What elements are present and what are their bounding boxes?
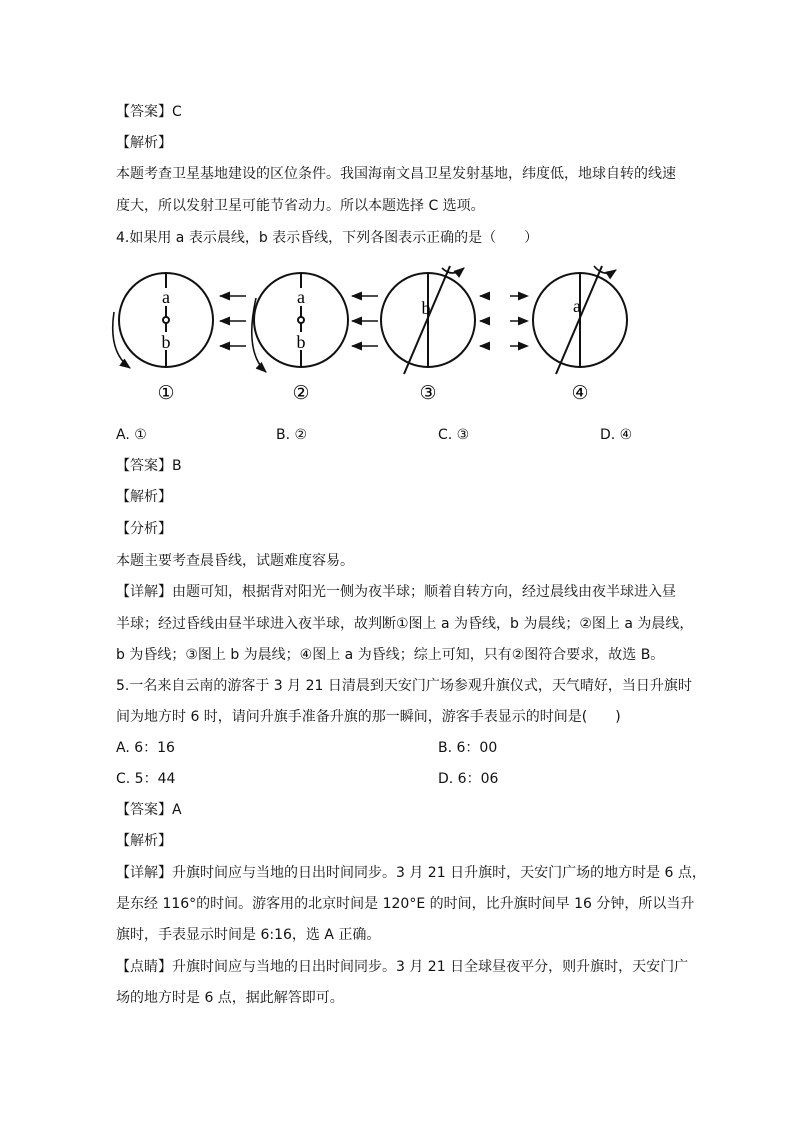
q4-detail-line-3: b 为昏线；③图上 b 为晨线；④图上 a 为昏线；综上可知，只有②图符合要求，故选 B。 [116,647,665,663]
q3-analysis-heading: 【解析】 [116,135,172,151]
q4-option-b[interactable]: B. ② [276,427,308,443]
figure-3 [381,266,475,374]
q3-analysis-line-1: 本题考查卫星基地建设的区位条件。我国海南文昌卫星发射基地，纬度低，地球自转的线速 [116,166,676,182]
fig3-label-b: b [421,298,431,318]
q4-question: 4.如果用 a 表示晨线，b 表示昏线，下列各图表示正确的是（ ） [116,230,539,246]
q4-fenxi-heading: 【分析】 [116,521,172,537]
q5-option-a[interactable]: A. 6：16 [116,740,175,756]
q5-analysis-heading: 【解析】 [116,833,172,849]
q5-detail-line-1: 【详解】升旗时间应与当地的日出时间同步。3 月 21 日升旗时，天安门广场的地方时是 6 点， [116,865,706,881]
q3-analysis-line-2: 度大，所以发射卫星可能节省动力。所以本题选择 C 选项。 [116,198,485,214]
q4-fenxi-text: 本题主要考查晨昏线，试题难度容易。 [116,553,354,569]
q4-detail-line-1: 【详解】由题可知，根据背对阳光一侧为夜半球；顺着自转方向，经过晨线由夜半球进入昼 [116,584,676,600]
fig1-label-b: b [161,332,171,352]
fig2-label-a: a [297,287,305,307]
rotation-arrow-icon [442,268,464,273]
rotation-arrow-icon [113,312,130,368]
rotation-arrow-icon [594,266,616,273]
q5-option-c[interactable]: C. 5：44 [116,771,176,787]
rotation-arrow-icon [252,298,266,372]
sunlight-arrows-middle [352,296,378,346]
q4-option-d[interactable]: D. ④ [600,427,633,443]
q4-answer: 【答案】B [116,458,182,474]
figure-label-4: ④ [571,383,589,404]
q5-option-b[interactable]: B. 6：00 [438,740,498,756]
sunlight-arrows-left [220,296,246,346]
q3-answer: 【答案】C [116,104,182,120]
q5-dianjing-line-2: 场的地方时是 6 点，据此解答即可。 [116,990,344,1006]
figure-label-1: ① [157,383,175,404]
figure-2 [252,273,348,372]
q5-detail-line-3: 旗时，手表显示时间是 6:16，选 A 正确。 [116,927,381,943]
fig1-label-a: a [162,287,170,307]
q4-detail-line-2: 半球；经过昏线由昼半球进入夜半球，故判断①图上 a 为昏线，b 为晨线；②图上 a 为晨线， [116,616,694,632]
fig2-label-b: b [296,332,306,352]
sunlight-arrows-right [480,296,528,346]
q4-option-c[interactable]: C. ③ [438,427,470,443]
q5-question-line-1: 5.一名来自云南的游客于 3 月 21 日清晨到天安门广场参观升旗仪式，天气晴好，当日升旗时 [116,678,692,694]
q5-option-d[interactable]: D. 6：06 [438,771,499,787]
q4-analysis-heading: 【解析】 [116,489,172,505]
q4-option-a[interactable]: A. ① [116,427,147,443]
q5-detail-line-2: 是东经 116°的时间。游客用的北京时间是 120°E 的时间，比升旗时间早 16 分钟，所以当升 [116,896,695,912]
figure-1 [113,273,213,368]
terminator-diagram [108,262,648,410]
figure-label-3: ③ [419,383,437,404]
q5-answer: 【答案】A [116,802,182,818]
figure-label-2: ② [292,383,310,404]
fig4-label-a: a [573,296,581,316]
q5-question-line-2: 间为地方时 6 时，请问升旗手准备升旗的那一瞬间，游客手表显示的时间是( ) [116,709,621,725]
figure-4 [533,266,627,374]
q5-dianjing-line-1: 【点睛】升旗时间应与当地的日出时间同步。3 月 21 日全球昼夜平分，则升旗时，天安门广 [116,959,689,975]
